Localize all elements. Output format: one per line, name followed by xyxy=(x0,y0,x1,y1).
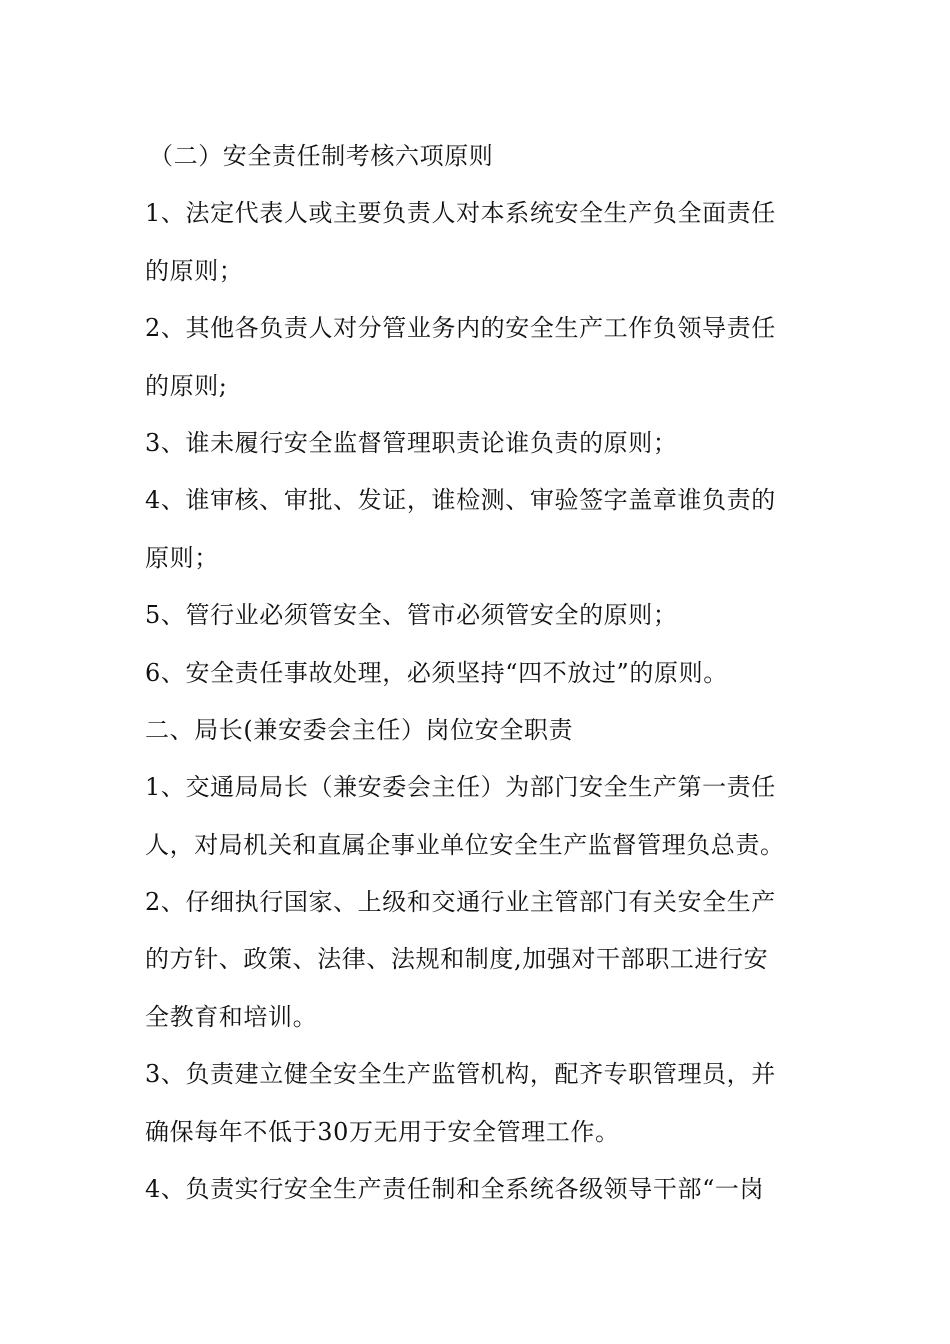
text-line: 原则； xyxy=(145,543,219,572)
text-line: 5、管行业必须管安全、管市必须管安全的原则； xyxy=(145,601,678,630)
text-line: 4、负责实行安全生产责任制和全系统各级领导干部“一岗 xyxy=(145,1175,765,1204)
section-heading-director-duties: 二、局长(兼安委会主任）岗位安全职责 xyxy=(145,715,574,744)
section-heading-principles: （二）安全责任制考核六项原则 xyxy=(149,142,494,170)
text-line: 的原则； xyxy=(145,256,244,285)
text-line: 2、仔细执行国家、上级和交通行业主管部门有关安全生产 xyxy=(145,888,776,917)
text-line: 1、交通局局长（兼安委会主任）为部门安全生产第一责任 xyxy=(145,773,776,802)
text-line: 3、谁未履行安全监督管理职责论谁负责的原则； xyxy=(145,428,678,457)
text-line: 的方针、政策、法律、法规和制度,加强对干部职工进行安 xyxy=(145,945,769,974)
text-line: 1、法定代表人或主要负责人对本系统安全生产负全面责任 xyxy=(145,199,776,228)
text-line: 确保每年不低于30万无用于安全管理工作。 xyxy=(145,1117,620,1146)
text-line: 人，对局机关和直属企事业单位安全生产监督管理负总责。 xyxy=(145,830,785,859)
text-line: 2、其他各负责人对分管业务内的安全生产工作负领导责任 xyxy=(145,314,776,343)
text-line: 3、负责建立健全安全生产监管机构，配齐专职管理员，并 xyxy=(145,1060,776,1089)
text-line: 4、谁审核、审批、发证，谁检测、审验签字盖章谁负责的 xyxy=(145,486,776,515)
document-body xyxy=(145,128,810,1218)
text-line: 全教育和培训。 xyxy=(145,1002,318,1031)
text-line: 6、安全责任事故处理，必须坚持“四不放过”的原则。 xyxy=(145,658,728,687)
text-line: 的原则; xyxy=(145,371,228,400)
